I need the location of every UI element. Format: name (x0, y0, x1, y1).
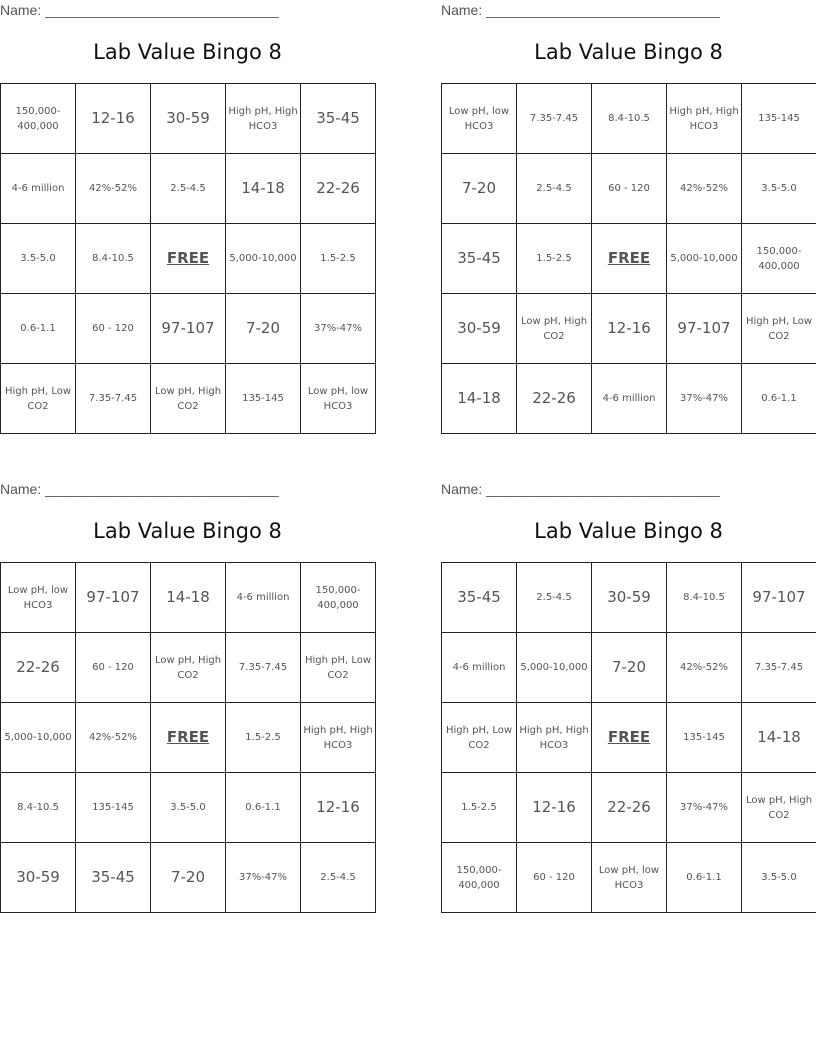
bingo-cell: 97-107 (76, 563, 151, 633)
bingo-row (442, 294, 816, 364)
bingo-row (1, 364, 376, 434)
bingo-cell: 135-145 (667, 703, 742, 773)
bingo-cell: 7-20 (592, 633, 667, 703)
bingo-row (442, 364, 816, 434)
bingo-cell: 0.6-1.1 (226, 773, 301, 843)
bingo-cell: 35-45 (442, 563, 517, 633)
bingo-cell: 60 - 120 (592, 154, 667, 224)
bingo-cell: 7-20 (442, 154, 517, 224)
bingo-cell: High pH, High HCO3 (667, 84, 742, 154)
bingo-cell: 22-26 (1, 633, 76, 703)
bingo-grid (0, 83, 376, 434)
bingo-cell: 12-16 (301, 773, 376, 843)
bingo-cell: 3.5-5.0 (742, 154, 816, 224)
bingo-cell: 0.6-1.1 (742, 364, 816, 434)
bingo-cell: 1.5-2.5 (226, 703, 301, 773)
bingo-cell: 22-26 (301, 154, 376, 224)
bingo-cell: High pH, Low CO2 (442, 703, 517, 773)
bingo-cell: Low pH, High CO2 (151, 364, 226, 434)
bingo-row (1, 224, 376, 294)
bingo-cell: High pH, High HCO3 (517, 703, 592, 773)
bingo-cell: 8.4-10.5 (667, 563, 742, 633)
bingo-row (1, 84, 376, 154)
bingo-cell: 14-18 (151, 563, 226, 633)
bingo-cell: 150,000-400,000 (442, 843, 517, 913)
bingo-cell: 37%-47% (667, 364, 742, 434)
bingo-cell: 42%-52% (76, 154, 151, 224)
bingo-cell: 135-145 (742, 84, 816, 154)
bingo-cell: 14-18 (742, 703, 816, 773)
bingo-cell: 22-26 (592, 773, 667, 843)
bingo-cell: 35-45 (442, 224, 517, 294)
bingo-cell: 2.5-4.5 (301, 843, 376, 913)
bingo-cell: 12-16 (76, 84, 151, 154)
bingo-row (442, 633, 816, 703)
bingo-row (1, 563, 376, 633)
bingo-row (442, 224, 816, 294)
bingo-cell: Low pH, High CO2 (742, 773, 816, 843)
bingo-row (1, 703, 376, 773)
bingo-cell: 5,000-10,000 (667, 224, 742, 294)
bingo-row (1, 773, 376, 843)
bingo-row (442, 843, 816, 913)
bingo-row (1, 633, 376, 703)
bingo-cell: 35-45 (76, 843, 151, 913)
bingo-cell: 37%-47% (301, 294, 376, 364)
bingo-cell: 97-107 (151, 294, 226, 364)
name-field-label: Name: ______________________________ (0, 481, 279, 497)
bingo-cell: Low pH, low HCO3 (1, 563, 76, 633)
bingo-cell: 0.6-1.1 (667, 843, 742, 913)
bingo-cell: 135-145 (226, 364, 301, 434)
bingo-cell: 135-145 (76, 773, 151, 843)
bingo-cell: High pH, Low CO2 (301, 633, 376, 703)
card-title: Lab Value Bingo 8 (93, 40, 282, 64)
bingo-cell: 8.4-10.5 (1, 773, 76, 843)
bingo-cell: 12-16 (517, 773, 592, 843)
bingo-cell: 30-59 (592, 563, 667, 633)
card-title: Lab Value Bingo 8 (534, 40, 723, 64)
bingo-cell: 14-18 (442, 364, 517, 434)
bingo-cell: 4-6 million (442, 633, 517, 703)
bingo-cell: 3.5-5.0 (1, 224, 76, 294)
bingo-cell: 4-6 million (1, 154, 76, 224)
bingo-cell: 7-20 (151, 843, 226, 913)
bingo-cell: 35-45 (301, 84, 376, 154)
bingo-cell: 8.4-10.5 (592, 84, 667, 154)
bingo-cell: 30-59 (442, 294, 517, 364)
bingo-cell: Low pH, low HCO3 (301, 364, 376, 434)
bingo-cell: 7.35-7.45 (742, 633, 816, 703)
bingo-cell: Low pH, High CO2 (517, 294, 592, 364)
bingo-cell: High pH, Low CO2 (1, 364, 76, 434)
bingo-cell: 37%-47% (226, 843, 301, 913)
bingo-row (442, 154, 816, 224)
bingo-cell: 37%-47% (667, 773, 742, 843)
bingo-cell: Low pH, High CO2 (151, 633, 226, 703)
bingo-grid (441, 83, 816, 434)
bingo-cell: 97-107 (742, 563, 816, 633)
bingo-cell: 7.35-7.45 (226, 633, 301, 703)
bingo-grid (441, 562, 816, 913)
bingo-cell: 30-59 (151, 84, 226, 154)
bingo-cell: 0.6-1.1 (1, 294, 76, 364)
bingo-cell: 7-20 (226, 294, 301, 364)
bingo-cell: High pH, High HCO3 (301, 703, 376, 773)
bingo-cell: 14-18 (226, 154, 301, 224)
free-space-cell: FREE (151, 224, 226, 294)
bingo-row (442, 773, 816, 843)
card-title: Lab Value Bingo 8 (93, 519, 282, 543)
card-title: Lab Value Bingo 8 (534, 519, 723, 543)
bingo-cell: 4-6 million (226, 563, 301, 633)
bingo-cell: Low pH, low HCO3 (442, 84, 517, 154)
bingo-cell: 4-6 million (592, 364, 667, 434)
bingo-cell: 150,000-400,000 (1, 84, 76, 154)
bingo-cell: 60 - 120 (76, 294, 151, 364)
bingo-cell: 8.4-10.5 (76, 224, 151, 294)
bingo-cell: 2.5-4.5 (151, 154, 226, 224)
bingo-cell: 5,000-10,000 (1, 703, 76, 773)
bingo-row (442, 563, 816, 633)
bingo-cell: 1.5-2.5 (301, 224, 376, 294)
bingo-cell: 3.5-5.0 (742, 843, 816, 913)
bingo-cell: High pH, Low CO2 (742, 294, 816, 364)
bingo-row (1, 154, 376, 224)
bingo-cell: Low pH, low HCO3 (592, 843, 667, 913)
bingo-cell: 12-16 (592, 294, 667, 364)
bingo-row (442, 84, 816, 154)
bingo-cell: 2.5-4.5 (517, 563, 592, 633)
bingo-row (1, 843, 376, 913)
bingo-cell: 60 - 120 (76, 633, 151, 703)
free-space-cell: FREE (151, 703, 226, 773)
bingo-cell: 150,000-400,000 (301, 563, 376, 633)
bingo-cell: 5,000-10,000 (226, 224, 301, 294)
bingo-cell: 5,000-10,000 (517, 633, 592, 703)
bingo-cell: 150,000-400,000 (742, 224, 816, 294)
name-field-label: Name: ______________________________ (0, 2, 279, 18)
bingo-row (442, 703, 816, 773)
bingo-cell: 97-107 (667, 294, 742, 364)
bingo-row (1, 294, 376, 364)
bingo-cell: 2.5-4.5 (517, 154, 592, 224)
bingo-cell: 42%-52% (76, 703, 151, 773)
bingo-cell: 42%-52% (667, 154, 742, 224)
bingo-cell: 22-26 (517, 364, 592, 434)
bingo-cell: 60 - 120 (517, 843, 592, 913)
free-space-cell: FREE (592, 224, 667, 294)
free-space-cell: FREE (592, 703, 667, 773)
name-field-label: Name: ______________________________ (441, 2, 720, 18)
bingo-cell: 7.35-7.45 (76, 364, 151, 434)
bingo-cell: 7.35-7.45 (517, 84, 592, 154)
bingo-cell: 30-59 (1, 843, 76, 913)
bingo-cell: 1.5-2.5 (442, 773, 517, 843)
bingo-cell: 1.5-2.5 (517, 224, 592, 294)
name-field-label: Name: ______________________________ (441, 481, 720, 497)
bingo-cell: 3.5-5.0 (151, 773, 226, 843)
bingo-cell: High pH, High HCO3 (226, 84, 301, 154)
bingo-cell: 42%-52% (667, 633, 742, 703)
bingo-grid (0, 562, 376, 913)
